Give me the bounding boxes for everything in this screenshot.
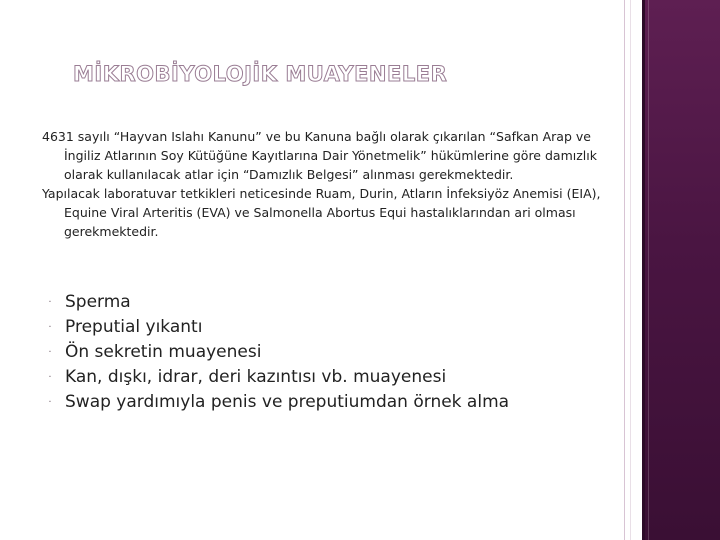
list-item-label: Preputial yıkantı: [65, 317, 203, 337]
list-item-label: Sperma: [65, 292, 131, 312]
paragraph: 4631 sayılı “Hayvan Islahı Kanunu” ve bu Kanuna bağlı olarak çıkarılan “Safkan Arap ve İngiliz Atlarının Soy Kütüğüne Kayıtlarına Dair Yönetmelik” hükümlerine göre damızlık olarak kullanılacak atlar için “Damızlık Belgesi” alınması gerekmektedir.: [42, 129, 597, 182]
bullet-list: [45, 290, 605, 415]
list-item-label: Swap yardımıyla penis ve preputiumdan örnek alma: [65, 392, 510, 412]
divider-line: [624, 0, 625, 540]
divider-line: [630, 0, 631, 540]
paragraph: Yapılacak laboratuvar tetkikleri neticesinde Ruam, Durin, Atların İnfeksiyöz Anemisi (EIA), Equine Viral Arteritis (EVA) ve Salmonella Abortus Equi hastalıklarından ari olması gerekmektedir.: [42, 186, 601, 239]
small-dot-icon: ·: [48, 322, 52, 333]
side-decoration-band: [642, 0, 720, 540]
list-item: [45, 390, 605, 415]
list-item: [45, 315, 605, 340]
list-item-label: Kan, dışkı, idrar, deri kazıntısı vb. muayenesi: [65, 367, 447, 387]
slide-title: MİKROBİYOLOJİK MUAYENELER: [73, 62, 448, 86]
list-item: [45, 290, 605, 315]
list-item: [45, 365, 605, 390]
small-dot-icon: ·: [48, 372, 52, 383]
list-item-label: Ön sekretin muayenesi: [65, 342, 262, 362]
small-dot-icon: ·: [48, 347, 52, 358]
list-item: [45, 340, 605, 365]
small-dot-icon: ·: [48, 297, 52, 308]
small-dot-icon: ·: [48, 397, 52, 408]
body-text: [42, 127, 602, 241]
